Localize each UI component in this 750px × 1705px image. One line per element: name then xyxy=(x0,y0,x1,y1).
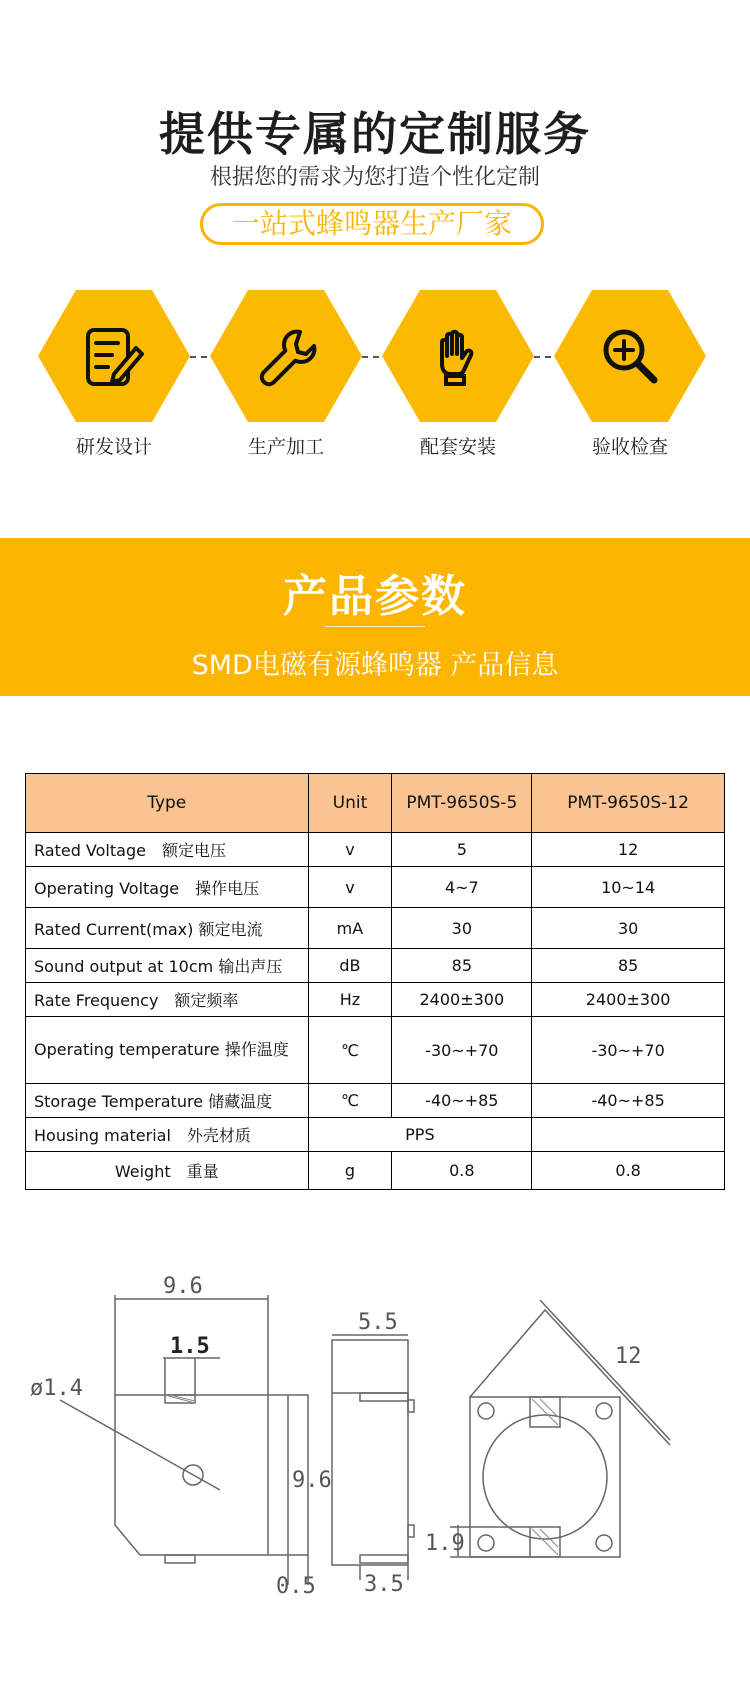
row-unit: ℃ xyxy=(308,1017,392,1084)
row-value-b: -40~+85 xyxy=(532,1084,725,1118)
magnifier-plus-icon xyxy=(600,326,662,388)
row-value-a: 30 xyxy=(392,908,532,949)
row-type: Rated Voltage 额定电压 xyxy=(26,833,309,867)
row-value-b: 12 xyxy=(532,833,725,867)
row-value-a: 5 xyxy=(392,833,532,867)
row-unit: ℃ xyxy=(308,1084,392,1118)
dim-pin-width: 1.5 xyxy=(170,1334,210,1359)
step-inspection-hexagon xyxy=(554,290,706,422)
table-row xyxy=(26,1152,725,1190)
service-title: 提供专属的定制服务 xyxy=(159,107,591,161)
dimension-drawing xyxy=(20,1255,720,1615)
table-row xyxy=(26,1017,725,1084)
table-header-row xyxy=(26,774,725,833)
step-production-hexagon xyxy=(210,290,362,422)
row-value-b: 2400±300 xyxy=(532,983,725,1017)
row-value-a: 4~7 xyxy=(392,867,532,908)
params-title: 产品参数 xyxy=(283,571,467,622)
header-model-a: PMT-9650S-5 xyxy=(392,774,532,833)
step-label-inspection: 验收检查 xyxy=(591,436,668,458)
spec-table xyxy=(25,773,725,1190)
dim-side-pad: 3.5 xyxy=(364,1572,404,1597)
row-type: Weight 重量 xyxy=(26,1152,309,1190)
table-row xyxy=(26,833,725,867)
row-value-b: 0.8 xyxy=(532,1152,725,1190)
service-subtitle: 根据您的需求为您打造个性化定制 xyxy=(209,165,540,190)
dim-hole-diameter: ø1.4 xyxy=(30,1376,83,1401)
wrench-icon xyxy=(256,326,318,388)
table-row xyxy=(26,949,725,983)
design-document-icon xyxy=(84,326,144,388)
banner-divider xyxy=(325,626,425,627)
row-merged-value: PPS xyxy=(308,1118,532,1152)
step-label-design: 研发设计 xyxy=(75,436,152,458)
service-pill-badge: 一站式蜂鸣器生产厂家 xyxy=(200,203,544,245)
row-value-a: 0.8 xyxy=(392,1152,532,1190)
dim-front-height: 9.6 xyxy=(292,1468,332,1493)
table-row xyxy=(26,1084,725,1118)
step-label-installation: 配套安装 xyxy=(419,436,496,458)
row-value-a: 85 xyxy=(392,949,532,983)
params-subtitle: SMD电磁有源蜂鸣器 产品信息 xyxy=(191,650,559,681)
row-unit: mA xyxy=(308,908,392,949)
row-empty-cell xyxy=(532,1118,725,1152)
row-type: Sound output at 10cm 输出声压 xyxy=(26,949,309,983)
row-type: Operating temperature 操作温度 xyxy=(26,1017,309,1084)
row-unit: v xyxy=(308,867,392,908)
service-steps xyxy=(0,290,750,470)
row-value-b: 10~14 xyxy=(532,867,725,908)
step-installation-hexagon xyxy=(382,290,534,422)
table-row xyxy=(26,867,725,908)
dim-pad-gap: 1.9 xyxy=(425,1531,465,1556)
header-unit: Unit xyxy=(308,774,392,833)
dim-diagonal: 12 xyxy=(615,1344,642,1369)
table-row xyxy=(26,983,725,1017)
row-value-a: -30~+70 xyxy=(392,1017,532,1084)
table-row xyxy=(26,1118,725,1152)
dim-side-depth: 5.5 xyxy=(358,1310,398,1335)
row-type: Storage Temperature 储藏温度 xyxy=(26,1084,309,1118)
row-value-a: -40~+85 xyxy=(392,1084,532,1118)
header-type: Type xyxy=(26,774,309,833)
row-value-b: 85 xyxy=(532,949,725,983)
glove-hand-icon xyxy=(428,326,488,390)
step-label-production: 生产加工 xyxy=(247,436,324,458)
row-type: Rated Current(max) 额定电流 xyxy=(26,908,309,949)
row-type: Housing material 外壳材质 xyxy=(26,1118,309,1152)
row-type: Rate Frequency 额定频率 xyxy=(26,983,309,1017)
params-banner xyxy=(0,538,750,696)
header-model-b: PMT-9650S-12 xyxy=(532,774,725,833)
row-value-a: 2400±300 xyxy=(392,983,532,1017)
table-row xyxy=(26,908,725,949)
row-value-b: -30~+70 xyxy=(532,1017,725,1084)
row-unit: dB xyxy=(308,949,392,983)
row-type: Operating Voltage 操作电压 xyxy=(26,867,309,908)
dim-bottom-offset: 0.5 xyxy=(276,1574,316,1599)
row-unit: v xyxy=(308,833,392,867)
step-design-hexagon xyxy=(38,290,190,422)
row-unit: g xyxy=(308,1152,392,1190)
row-value-b: 30 xyxy=(532,908,725,949)
dim-front-width: 9.6 xyxy=(163,1274,203,1299)
row-unit: Hz xyxy=(308,983,392,1017)
